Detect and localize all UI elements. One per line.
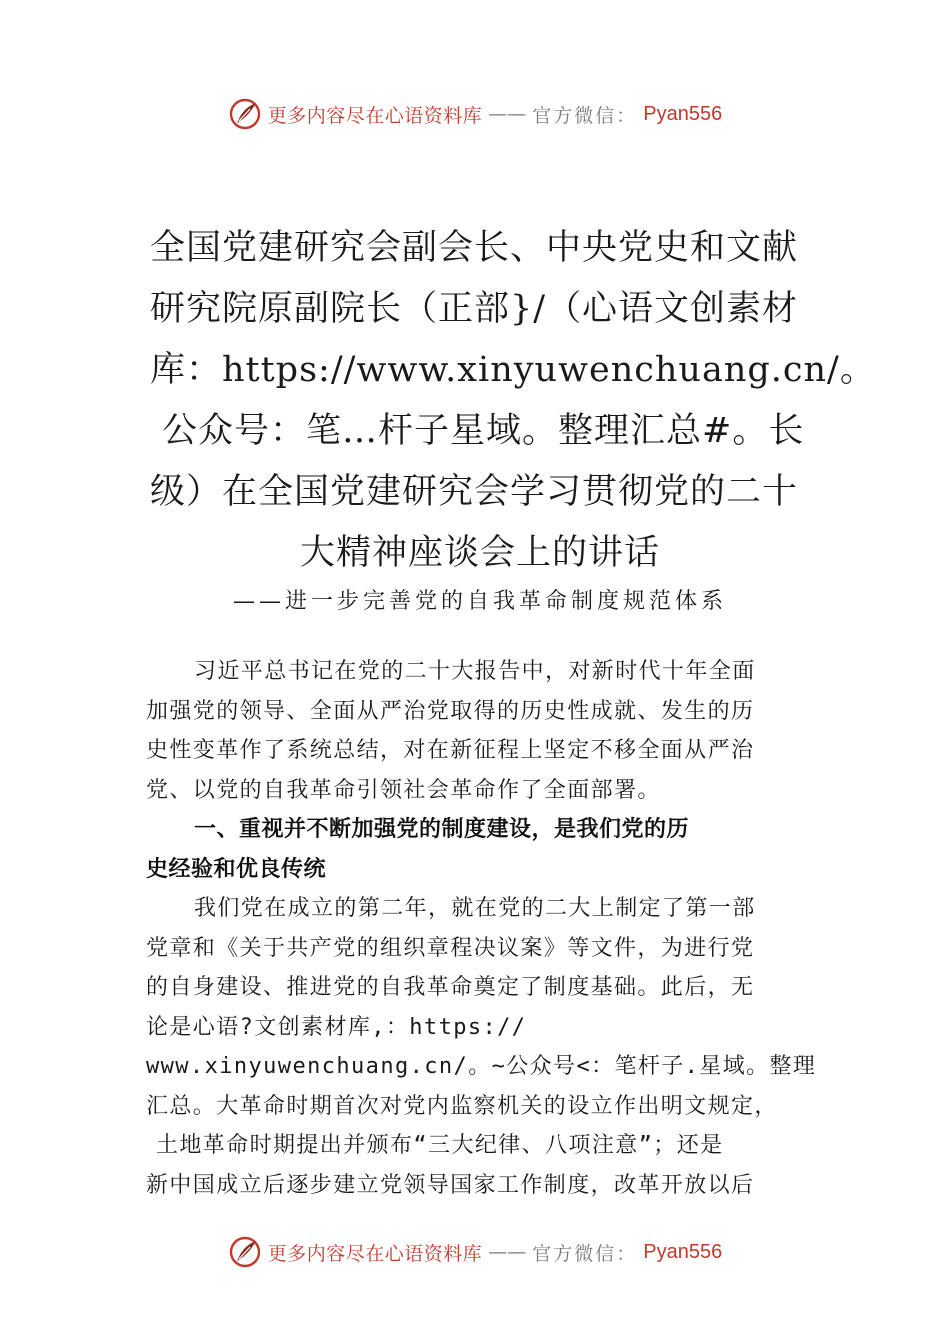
- body-line: 新中国成立后逐步建立党领导国家工作制度，改革开放以后: [146, 1172, 755, 1198]
- banner-slogan: 更多内容尽在心语资料库: [267, 1242, 483, 1265]
- banner-wechat-label: 官方微信：: [532, 1242, 638, 1265]
- body-line: 习近平总书记在党的二十大报告中，对新时代十年全面: [194, 659, 756, 684]
- document-body: [146, 652, 817, 1205]
- body-line: 党章和《关于共产党的组织章程决议案》等文件，为进行党: [146, 935, 755, 961]
- section-heading-1: [146, 810, 814, 889]
- title-line: 库：https://www.xinyuwenchuang.cn/。: [150, 350, 876, 390]
- body-line: 加强党的领导、全面从严治党取得的历史性成就、发生的历: [146, 698, 755, 724]
- title-line: 全国党建研究会副会长、中央党史和文献: [150, 228, 799, 268]
- header-banner: [0, 94, 950, 134]
- body-line: 史性变革作了系统总结，对在新征程上坚定不移全面从严治: [146, 738, 755, 763]
- paragraph-2: [146, 889, 817, 1205]
- body-line: 的自身建设、推进党的自我革命奠定了制度基础。此后，无: [146, 975, 755, 1000]
- body-line: 汇总。大革命时期首次对党内监察机关的设立作出明文规定，: [146, 1093, 778, 1119]
- banner-wechat-label: 官方微信：: [532, 104, 638, 127]
- banner-separator: ——: [488, 103, 527, 125]
- body-line: www.xinyuwenchuang.cn/。~公众号<：笔杆子.星域。整理: [146, 1054, 817, 1079]
- heading-line: 一、重视并不断加强党的制度建设，是我们党的历: [194, 817, 690, 842]
- banner-wechat-id: Pyan556: [643, 1240, 723, 1263]
- pen-leaf-logo-icon: [228, 97, 262, 131]
- document-title: [150, 218, 876, 584]
- banner-wechat-id: Pyan556: [643, 102, 723, 125]
- title-line: 公众号：笔…杆子星域。整理汇总#。长: [162, 411, 805, 451]
- body-line: 论是心语?文创素材库,：https://: [146, 1014, 527, 1040]
- footer-banner: [0, 1232, 950, 1272]
- paragraph-1: [146, 652, 814, 810]
- body-line: 党、以党的自我革命引领社会革命作了全面部署。: [146, 777, 661, 803]
- pen-leaf-logo-icon: [228, 1235, 262, 1269]
- body-line: 土地革命时期提出并颁布“三大纪律、八项注意”；还是: [156, 1133, 724, 1158]
- heading-line: 史经验和优良传统: [146, 856, 327, 882]
- title-line: 级）在全国党建研究会学习贯彻党的二十: [150, 472, 799, 512]
- title-line: 大精神座谈会上的讲话: [299, 533, 660, 573]
- body-line: 我们党在成立的第二年，就在党的二大上制定了第一部: [194, 896, 756, 921]
- banner-separator: ——: [488, 1241, 527, 1263]
- document-subtitle: ——进一步完善党的自我革命制度规范体系: [232, 589, 727, 614]
- banner-slogan: 更多内容尽在心语资料库: [267, 104, 483, 127]
- title-line: 研究院原副院长（正部}/（心语文创素材: [150, 289, 799, 329]
